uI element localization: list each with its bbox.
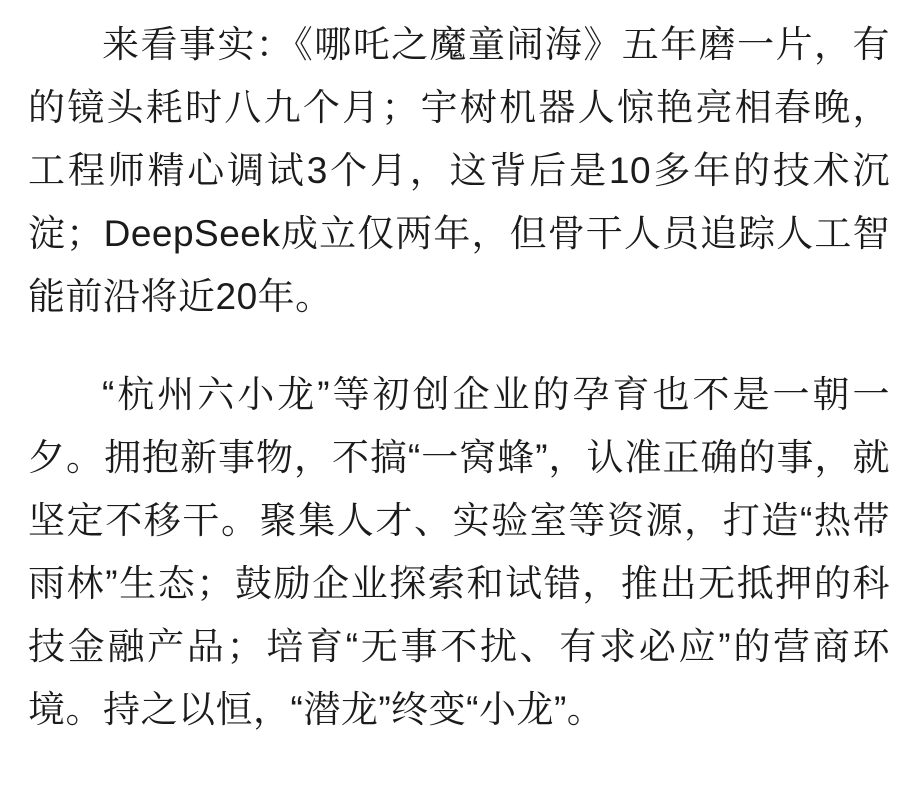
paragraph-2: “杭州六小龙”等初创企业的孕育也不是一朝一夕。拥抱新事物，不搞“一窝蜂”，认准正确的事，就坚定不移干。聚集人才、实验室等资源，打造“热带雨林”生态；鼓励企业探索和试错，推出无抵押的科技金融产品；培育“无事不扰、有求必应”的营商环境。持之以恒，“潜龙”终变“小龙”。 (28, 374, 890, 730)
paragraph-1: 来看事实：《哪吒之魔童闹海》五年磨一片，有的镜头耗时八九个月；宇树机器人惊艳亮相春晚，工程师精心调试3个月，这背后是10多年的技术沉淀；DeepSeek成立仅两年，但骨干人员追踪人工智能前沿将近20年。 (28, 24, 890, 317)
